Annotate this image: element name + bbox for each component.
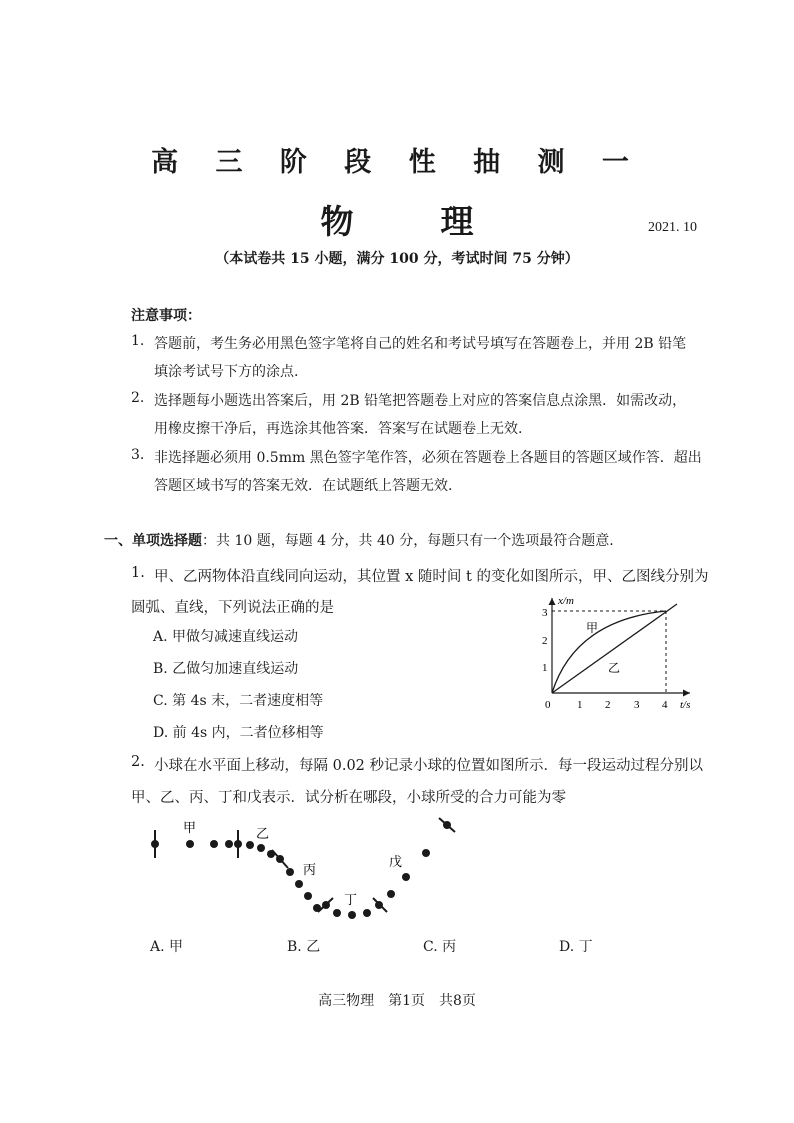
option-c: C. 丙 <box>423 939 457 955</box>
section-desc: ：共 10 题，每题 4 分，共 40 分，每题只有一个选项最符合题意. <box>202 533 614 549</box>
exam-title: 高 三 阶 段 性 抽 测 一 <box>151 147 643 178</box>
ball-dot <box>422 849 430 857</box>
note-number: 2. <box>131 390 145 406</box>
ball-trajectory-diagram <box>140 812 470 924</box>
option-a: A. 甲 <box>150 939 184 955</box>
segment-label-ding: 丁 <box>344 893 358 908</box>
x-axis-label: t/s <box>680 699 691 711</box>
option-b: B. 乙 <box>287 939 321 955</box>
x-tick: 4 <box>662 699 668 711</box>
line-label-yi: 乙 <box>608 661 621 675</box>
ball-dot <box>313 904 321 912</box>
ball-dot <box>225 840 233 848</box>
note-line: 答题区域书写的答案无效．在试题纸上答题无效. <box>154 478 453 494</box>
note-number: 1. <box>131 333 145 349</box>
ball-dot <box>246 841 254 849</box>
option-c: C. 第 4s 末，二者速度相等 <box>153 693 324 709</box>
segment-label-bing: 丙 <box>303 863 317 878</box>
ball-dot <box>348 911 356 919</box>
ball-dot <box>186 840 194 848</box>
note-line: 填涂考试号下方的涂点. <box>154 364 299 380</box>
segment-label-jia: 甲 <box>183 821 197 836</box>
ball-dot <box>322 901 330 909</box>
notes-title: 注意事项： <box>131 308 201 324</box>
question-text: 甲、乙两物体沿直线同向运动，其位置 x 随时间 t 的变化如图所示，甲、乙图线分别为 <box>154 569 709 585</box>
question-number: 1. <box>131 565 145 581</box>
x-tick: 3 <box>634 699 640 711</box>
y-tick: 1 <box>542 662 548 674</box>
note-line: 选择题每小题选出答案后，用 2B 铅笔把答题卷上对应的答案信息点涂黑．如需改动， <box>154 393 687 409</box>
note-number: 3. <box>131 447 145 463</box>
ball-dot <box>210 840 218 848</box>
section-title: 一、单项选择题 <box>104 533 202 549</box>
y-tick: 2 <box>542 635 548 647</box>
question-text: 小球在水平面上移动，每隔 0.02 秒记录小球的位置如图所示．每一段运动过程分别以 <box>154 758 704 774</box>
x-tick: 0 <box>545 699 551 711</box>
subject-char-2: 理 <box>440 202 474 241</box>
note-line: 非选择题必须用 0.5mm 黑色签字笔作答，必须在答题卷上各题目的答题区域作答．超出 <box>154 450 702 466</box>
curve-label-jia: 甲 <box>586 621 599 635</box>
note-line: 答题前，考生务必用黑色签字笔将自己的姓名和考试号填写在答题卷上，并用 2B 铅笔 <box>154 336 687 352</box>
ball-dot <box>295 880 303 888</box>
x-tick: 2 <box>605 699 611 711</box>
section-heading <box>104 530 614 550</box>
ball-dot <box>363 909 371 917</box>
ball-dot <box>234 840 242 848</box>
question-text: 甲、乙、丙、丁和戊表示．试分析在哪段，小球所受的合力可能为零 <box>131 790 566 806</box>
note-line: 用橡皮擦干净后，再选涂其他答案．答案写在试题卷上无效. <box>154 421 523 437</box>
line-yi <box>552 604 677 693</box>
x-tick: 1 <box>577 699 583 711</box>
ball-dot <box>333 909 341 917</box>
segment-label-yi: 乙 <box>256 827 270 842</box>
ball-dot <box>151 840 159 848</box>
option-d: D. 前 4s 内，二者位移相等 <box>153 725 324 741</box>
option-b: B. 乙做匀加速直线运动 <box>153 661 299 677</box>
option-a: A. 甲做匀减速直线运动 <box>153 629 299 645</box>
subject-char-1: 物 <box>320 202 354 241</box>
ball-dot <box>276 855 284 863</box>
ball-dot <box>402 873 410 881</box>
ball-dot <box>286 868 294 876</box>
y-tick: 3 <box>542 607 548 619</box>
y-axis-label: x/m <box>558 595 574 607</box>
ball-dot <box>443 821 451 829</box>
exam-info: （本试卷共 15 小题，满分 100 分，考试时间 75 分钟） <box>215 251 579 267</box>
question-number: 2. <box>131 754 145 770</box>
option-d: D. 丁 <box>559 939 593 955</box>
ball-dot <box>304 892 312 900</box>
exam-date: 2021. 10 <box>648 220 697 235</box>
question-text: 圆弧、直线，下列说法正确的是 <box>131 600 334 616</box>
segment-label-wu: 戊 <box>389 855 403 870</box>
ball-dot <box>375 901 383 909</box>
ball-dot <box>387 890 395 898</box>
xt-graph <box>530 590 705 715</box>
ball-dot <box>257 844 265 852</box>
ball-dot <box>267 850 275 858</box>
page-footer: 高三物理 第1页 共8页 <box>318 993 476 1009</box>
